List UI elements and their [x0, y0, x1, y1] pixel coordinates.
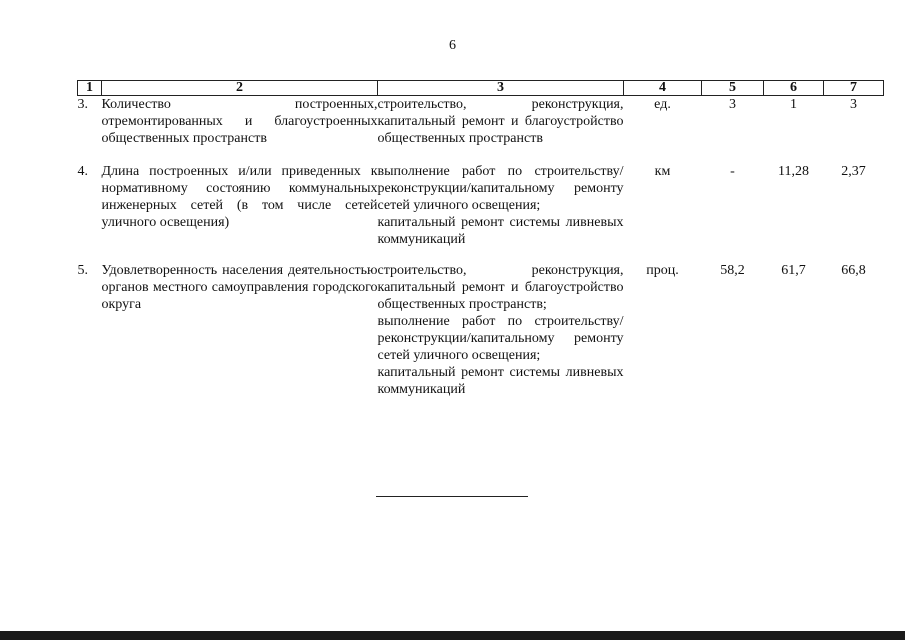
actions-cell — [378, 96, 624, 164]
value-col-5: 3 — [729, 97, 736, 112]
actions-cell — [378, 262, 624, 398]
action-item: выполнение работ по строительству/реконструкции/капитальному ремонту сетей уличного освещения; — [377, 314, 624, 363]
end-separator-line — [376, 496, 528, 497]
header-col-6: 6 — [764, 81, 824, 96]
header-row — [78, 81, 884, 96]
unit-cell: ед. — [654, 97, 671, 112]
value-col-6: 1 — [790, 97, 797, 112]
indicator-name: Количество построенных, отремонтированных и благоустроенных общественных пространств — [101, 97, 378, 146]
value-col-7: 66,8 — [841, 263, 866, 278]
unit-cell: проц. — [646, 263, 679, 278]
row-number: 5. — [77, 263, 88, 278]
value-col-5: 58,2 — [720, 263, 745, 278]
unit-cell: км — [654, 164, 671, 179]
row-number: 4. — [77, 164, 88, 179]
scan-edge — [0, 631, 905, 640]
table-row — [78, 163, 884, 262]
header-col-1: 1 — [78, 81, 102, 96]
header-col-4: 4 — [624, 81, 702, 96]
header-col-3: 3 — [378, 81, 624, 96]
indicator-name: Длина построенных и/или приведенных к нормативному состоянию коммунальных инженерных сетей (в том числе сетей уличного освещения) — [101, 164, 378, 230]
action-item: строительство, реконструкция, капитальный ремонт и благоустройство общественных пространств; — [377, 263, 624, 312]
value-col-5: - — [730, 164, 735, 179]
page-number: 6 — [449, 38, 456, 53]
value-col-7: 2,37 — [841, 164, 866, 179]
action-item: капитальный ремонт системы ливневых коммуникаций — [377, 215, 624, 247]
header-col-7: 7 — [824, 81, 884, 96]
header-col-5: 5 — [702, 81, 764, 96]
table-row — [78, 262, 884, 398]
row-number: 3. — [77, 97, 88, 112]
actions-cell — [378, 163, 624, 262]
action-item: капитальный ремонт системы ливневых коммуникаций — [377, 365, 624, 397]
indicators-table — [77, 80, 884, 398]
action-item: выполнение работ по строительству/реконструкции/капитальному ремонту сетей уличного освещения; — [377, 164, 624, 213]
indicator-name: Удовлетворенность населения деятельностью органов местного самоуправления городского округа — [101, 263, 378, 312]
header-col-2: 2 — [102, 81, 378, 96]
value-col-6: 61,7 — [781, 263, 806, 278]
action-item: строительство, реконструкция, капитальный ремонт и благоустройство общественных пространств — [377, 97, 624, 146]
value-col-6: 11,28 — [778, 164, 809, 179]
value-col-7: 3 — [850, 97, 857, 112]
table-row — [78, 96, 884, 164]
